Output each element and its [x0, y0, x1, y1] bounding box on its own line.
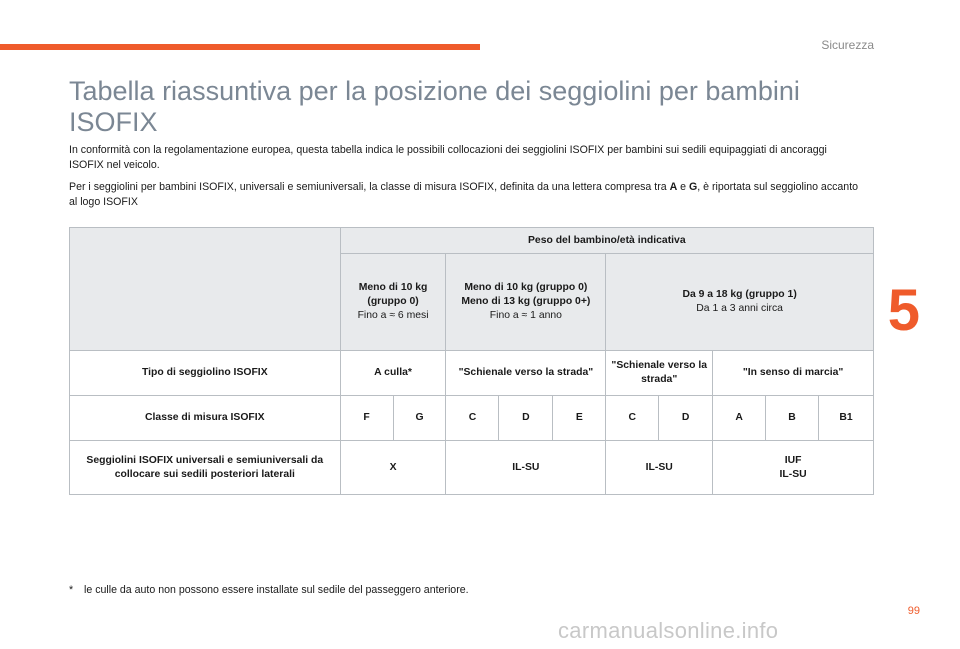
watermark: carmanualsonline.info: [558, 618, 779, 643]
paragraph-text: e: [677, 181, 690, 193]
group-age: Fino a ≈ 6 mesi: [357, 310, 429, 321]
size-cell: B: [766, 396, 819, 441]
seats-row-label: Seggiolini ISOFIX universali e semiuniversali da collocare sui sedili posteriori laterali: [70, 441, 341, 495]
table-corner-cell: [70, 228, 341, 351]
type-cell: "In senso di marcia": [713, 351, 874, 396]
group-1-header: [606, 254, 874, 351]
size-row-label: Classe di misura ISOFIX: [70, 396, 341, 441]
size-cell: C: [606, 396, 659, 441]
size-cell: B1: [819, 396, 874, 441]
seat-cell: IL-SU: [446, 441, 606, 495]
type-cell: "Schienale verso la strada": [606, 351, 713, 396]
page-number: 99: [907, 605, 920, 617]
group-weight: Meno di 10 kg (gruppo 0): [464, 282, 588, 293]
paragraph-text: Per i seggiolini per bambini ISOFIX, universali e semiuniversali, la classe di misura ISOFIX, definita da una lettera compresa tra: [69, 181, 670, 193]
group-0-header: [340, 254, 446, 351]
group-0plus-header: [446, 254, 606, 351]
size-cell: G: [393, 396, 446, 441]
size-class-paragraph: [69, 180, 859, 210]
paragraph-text: , è riportata sul seggiolino accanto al logo ISOFIX: [69, 181, 859, 208]
seat-cell: [713, 441, 874, 495]
section-title: Sicurezza: [821, 38, 874, 52]
size-cell: E: [553, 396, 606, 441]
size-cell: D: [659, 396, 713, 441]
group-weight: Meno di 10 kg: [358, 282, 428, 293]
chapter-number: 5: [887, 278, 920, 343]
footnote-marker: *: [69, 584, 74, 596]
footnote: [69, 584, 469, 596]
intro-paragraph: In conformità con la regolamentazione europea, questa tabella indica le possibili collocazioni dei seggiolini ISOFIX per bambini sui sedili equipaggiati di ancoraggi ISOFIX nel veicolo.: [69, 144, 827, 171]
weight-header: Peso del bambino/età indicativa: [340, 228, 873, 254]
group-weight: Da 9 a 18 kg (gruppo 1): [682, 289, 797, 300]
page-title: Tabella riassuntiva per la posizione dei seggiolini per bambini ISOFIX: [69, 76, 800, 137]
footnote-text: le culle da auto non possono essere installate sul sedile del passeggero anteriore.: [84, 584, 469, 596]
group-age: Fino a ≈ 1 anno: [489, 310, 562, 321]
seat-cell: IL-SU: [606, 441, 713, 495]
seat-value: IL-SU: [779, 468, 807, 480]
size-cell: A: [713, 396, 766, 441]
letter-a: A: [669, 181, 678, 193]
size-cell: D: [499, 396, 553, 441]
isofix-summary-table: [69, 227, 874, 495]
type-cell: "Schienale verso la strada": [446, 351, 606, 396]
group-label: (gruppo 0): [367, 296, 419, 307]
header-accent-bar: [0, 44, 480, 50]
seat-cell: X: [340, 441, 446, 495]
group-age: Da 1 a 3 anni circa: [696, 303, 783, 314]
type-cell: A culla*: [340, 351, 446, 396]
group-label: Meno di 13 kg (gruppo 0+): [461, 296, 591, 307]
type-row-label: Tipo di seggiolino ISOFIX: [70, 351, 341, 396]
seat-value: IUF: [784, 454, 802, 466]
letter-g: G: [689, 181, 698, 193]
size-cell: C: [446, 396, 499, 441]
size-cell: F: [340, 396, 393, 441]
